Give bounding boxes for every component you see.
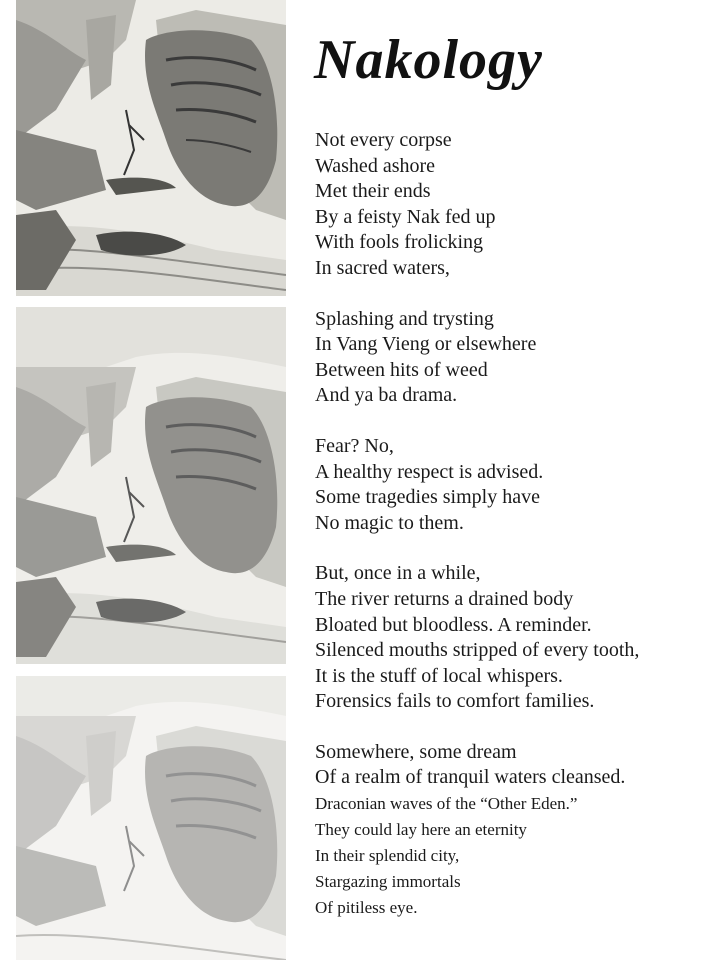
- engraving-image: [16, 0, 286, 296]
- poem-line: Washed ashore: [315, 154, 436, 177]
- poem-line: Of a realm of tranquil waters cleansed.: [315, 766, 626, 789]
- stanza-1: [315, 128, 715, 282]
- engraving-image: [16, 676, 286, 960]
- poem-line: Fear? No,: [315, 434, 394, 457]
- poem-title: Nakology: [314, 29, 543, 91]
- poem-line: The river returns a drained body: [315, 587, 574, 610]
- illustration-panel-top: [16, 0, 286, 296]
- poem-line: Forensics fails to comfort families.: [315, 690, 595, 713]
- poem-line: With fools frolicking: [315, 231, 484, 254]
- engraving-image: [16, 307, 286, 664]
- poem-line: Of pitiless eye.: [315, 898, 418, 918]
- poem-line: A healthy respect is advised.: [315, 460, 544, 483]
- poem-line: Met their ends: [315, 180, 431, 203]
- poem-line: By a feisty Nak fed up: [315, 205, 496, 228]
- poem-line: Some tragedies simply have: [315, 486, 540, 509]
- poem-line: Stargazing immortals: [315, 872, 461, 892]
- poem-line: Not every corpse: [315, 129, 452, 151]
- stanza-2: [315, 307, 715, 409]
- stanza-4: [315, 561, 715, 715]
- poem-line: In their splendid city,: [315, 846, 460, 866]
- poem-line: No magic to them.: [315, 511, 464, 534]
- poem-line: In Vang Vieng or elsewhere: [315, 333, 537, 356]
- illustration-panel-middle: [16, 307, 286, 664]
- poem-line: Splashing and trysting: [315, 307, 494, 330]
- poem-body: [315, 128, 715, 946]
- poem-line: Draconian waves of the “Other Eden.”: [315, 794, 578, 814]
- poem-line: Between hits of weed: [315, 358, 488, 381]
- poem-line: Bloated but bloodless. A reminder.: [315, 613, 592, 636]
- illustration-panel-bottom: [16, 676, 286, 960]
- poem-line: Silenced mouths stripped of every tooth,: [315, 639, 640, 662]
- poem-line: And ya ba drama.: [315, 384, 458, 407]
- poem-line: It is the stuff of local whispers.: [315, 664, 563, 687]
- stanza-5: [315, 740, 715, 921]
- poem-line: They could lay here an eternity: [315, 820, 527, 840]
- poem-line: Somewhere, some dream: [315, 740, 517, 763]
- poem-line: But, once in a while,: [315, 562, 481, 585]
- poem-line: In sacred waters,: [315, 256, 450, 279]
- stanza-3: [315, 434, 715, 536]
